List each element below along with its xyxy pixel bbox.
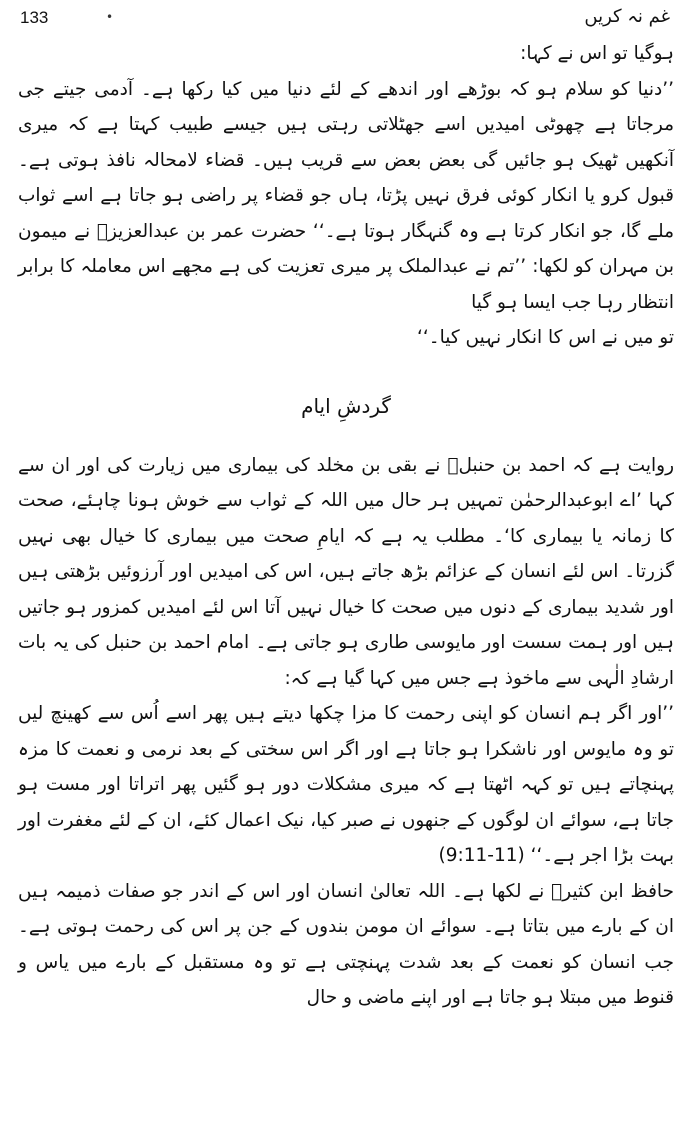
section1-intro: ہوگیا تو اس نے کہا: bbox=[520, 43, 674, 64]
section1-paragraph: ’’دنیا کو سلام ہو کہ بوڑھے اور اندھے کے لئے دنیا میں کیا رکھا ہے۔ آدمی جیتے جی مرجاتا ہے چھوٹی امیدیں اسے جھٹلاتی رہتی ہیں جیسے طبیب کہتا ہے کہ میری آنکھیں ٹھیک ہو جائیں گی بعض بعض سے قریب ہیں۔ قضاء لامحالہ نافذ ہوتی ہے۔ قبول کرو یا انکار کوئی فرق نہیں پڑتا، ہاں جو قضاء پر راضی ہو جاتا ہے اسے ثواب ملے گا، جو انکار کرتا ہے وہ گنہگار ہوتا ہے۔‘‘ حضرت عمر بن عبدالعزیزؒ نے میمون بن مہران کو لکھا: ’’تم نے عبدالملک پر میری تعزیت کی ہے مجھے اس معاملہ کا برابر انتظار رہا جب ایسا ہو گیا bbox=[18, 78, 674, 313]
section2-paragraph-1: روایت ہے کہ احمد بن حنبلؒ نے بقی بن مخلد کی بیماری میں زیارت کی اور ان سے کہا ’اے ابوعبدالرحمٰن تمہیں ہر حال میں اللہ کے ثواب سے خوش ہونا چاہئے، صحت کا زمانہ یا بیماری کا‘۔ مطلب یہ ہے کہ ایامِ صحت میں بیماری کا خیال بھی نہیں گزرتا۔ اس لئے انسان کے عزائم بڑھ جاتے ہیں، اس کی امیدیں اور آرزوئیں بڑھتی ہیں اور شدید بیماری کے دنوں میں صحت کا خیال نہیں آتا اس لئے امیدیں کمزور ہو جاتیں ہیں اور ہمت سست اور مایوسی طاری ہو جاتی ہے۔ امام احمد بن حنبل کی یہ بات ارشادِ الٰہی سے ماخوذ ہے جس میں کہا گیا ہے کہ: bbox=[18, 454, 674, 689]
section2-paragraph-2: حافظ ابن کثیرؒ نے لکھا ہے۔ اللہ تعالیٰ انسان اور اس کے اندر جو صفات ذمیمہ ہیں ان کے بارے میں بتاتا ہے۔ سوائے ان مومن بندوں کے جن پر اس کی رحمت ہوتی ہے۔ جب انسان کو نعمت کے بعد شدت پہنچتی ہے تو وہ مستقبل کے بارے میں یاس و قنوط میں مبتلا ہو جاتا ہے اور اپنے ماضی و حال bbox=[18, 880, 674, 1008]
stray-mark: • bbox=[106, 10, 114, 24]
section1-closing-line: تو میں نے اس کا انکار نہیں کیا۔‘‘ bbox=[417, 327, 674, 348]
quran-quote: ’’اور اگر ہم انسان کو اپنی رحمت کا مزا چکھا دیتے ہیں پھر اسے اُس سے کھینچ لیں تو وہ مایوس اور ناشکرا ہو جاتا ہے اور اگر اس سختی کے بعد نرمی و نعمت کا مزہ پہنچاتے ہیں تو کہہ اٹھتا ہے کہ میری مشکلات دور ہو گئیں پھر اتراتا اور مست ہو جاتا ہے، سوائے ان لوگوں کے جنھوں نے صبر کیا، نیک اعمال کئے، ان کے لئے مغفرت اور بہت بڑا اجر ہے۔‘‘ (11-9:11) bbox=[18, 703, 674, 866]
page-body bbox=[18, 36, 674, 1016]
section-heading: گردشِ ایام bbox=[301, 393, 391, 418]
running-header-title: غم نہ کریں bbox=[584, 6, 670, 27]
page-number: 133 bbox=[20, 8, 49, 27]
